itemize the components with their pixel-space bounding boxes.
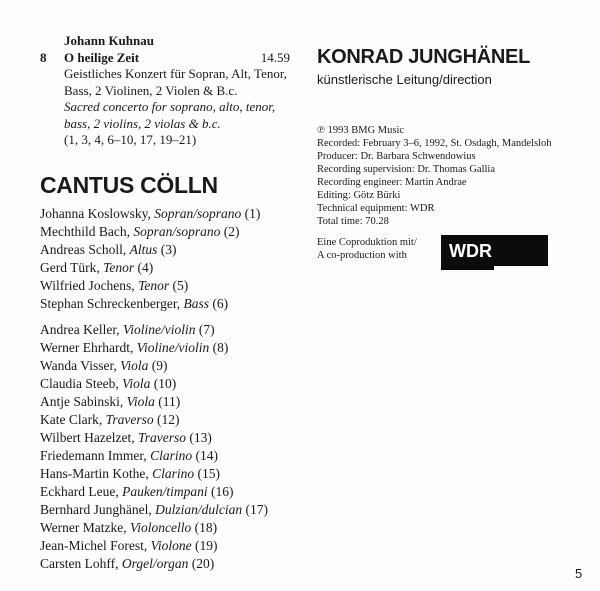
director-role: künstlerische Leitung/direction [317,72,492,87]
member-entry [40,295,260,313]
member-role: Dulzian/dulcian [155,502,243,517]
credit-line: ℗ 1993 BMG Music [317,125,405,136]
member-role: Pauken/timpani [122,484,208,499]
member-n: (17) [245,502,268,517]
description-en-2: bass, 2 violins, 2 violas & b.c. [64,115,221,131]
credit-line: Recording engineer: Martin Andrae [317,177,467,188]
member-entry [40,259,260,277]
member-role: Violoncello [130,520,192,535]
member-n: (7) [198,322,215,337]
member-name: Wilbert Hazelzet, [40,430,135,445]
member-role: Traverso [105,412,154,427]
member-n: (3) [160,242,177,257]
member-n: (16) [210,484,234,499]
member-name: Werner Ehrhardt, [40,340,134,355]
coproduction-en: A co-production with [317,250,407,261]
composer: Johann Kuhnau [64,33,154,48]
track-time: 14.59 [260,49,290,65]
member-role: Viola [122,376,151,391]
credit-line: Recorded: February 3–6, 1992, St. Osdagh, Mandelsloh [317,138,552,149]
member-entry [40,519,268,537]
member-name: Carsten Lohff, [40,556,119,571]
member-role: Altus [129,242,158,257]
member-name: Friedemann Immer, [40,448,147,463]
member-name: Johanna Koslowsky, [40,206,151,221]
member-entry [40,501,268,519]
member-name: Jean-Michel Forest, [40,538,148,553]
track-number: 8 [40,49,47,65]
member-entry [40,537,268,555]
member-n: (8) [212,340,229,355]
member-n: (10) [153,376,177,391]
singers-list [40,205,260,313]
member-name: Hans-Martin Kothe, [40,466,149,481]
member-role: Traverso [138,430,187,445]
member-n: (19) [194,538,218,553]
member-name: Wilfried Jochens, [40,278,135,293]
member-entry [40,465,268,483]
logo-notch [494,266,548,270]
member-n: (18) [194,520,218,535]
member-n: (20) [191,556,215,571]
member-entry [40,357,268,375]
member-entry [40,321,268,339]
member-role: Violine/violin [136,340,210,355]
member-n: (11) [158,394,181,409]
credit-line: Technical equipment: WDR [317,203,435,214]
member-entry [40,447,268,465]
member-role: Clarino [152,466,195,481]
member-entry [40,375,268,393]
member-name: Andrea Keller, [40,322,120,337]
member-n: (4) [137,260,154,275]
member-role: Viola [120,358,149,373]
page-number: 5 [575,566,583,581]
member-n: (15) [197,466,220,481]
member-role: Sopran/soprano [133,224,221,239]
ensemble-title: CANTUS CÖLLN [40,172,218,198]
member-entry [40,205,260,223]
member-name: Claudia Steeb, [40,376,119,391]
track-entry [40,33,290,149]
member-name: Eckhard Leue, [40,484,119,499]
member-role: Orgel/organ [121,556,189,571]
member-role: Viola [126,394,155,409]
member-role: Tenor [103,260,135,275]
member-entry [40,555,268,573]
member-entry [40,277,260,295]
member-n: (13) [189,430,212,445]
credits [317,124,551,228]
description-en-1: Sacred concerto for soprano, alto, tenor, [64,99,276,114]
member-name: Mechthild Bach, [40,224,130,239]
description-de-1: Geistliches Konzert für Sopran, Alt, Tenor, [64,66,287,81]
member-role: Violone [150,538,192,553]
member-entry [40,339,268,357]
member-n: (5) [172,278,189,293]
member-role: Sopran/soprano [154,206,242,221]
member-name: Werner Matzke, [40,520,127,535]
credit-line: Producer: Dr. Barbara Schwendowius [317,151,476,162]
member-entry [40,393,268,411]
member-n: (12) [157,412,180,427]
member-n: (2) [223,224,240,239]
member-name: Wanda Visser, [40,358,117,373]
member-name: Andreas Scholl, [40,242,127,257]
member-n: (6) [212,296,229,311]
member-name: Kate Clark, [40,412,103,427]
member-entry [40,483,268,501]
coproduction-note [317,236,417,262]
credit-line: Editing: Götz Bürki [317,190,401,201]
member-role: Tenor [138,278,170,293]
wdr-logo [441,235,548,270]
member-name: Antje Sabinski, [40,394,124,409]
member-entry [40,241,260,259]
wdr-logo-text: WDR [449,241,492,261]
member-role: Clarino [150,448,193,463]
member-name: Bernhard Junghänel, [40,502,152,517]
coproduction-de: Eine Coproduktion mit/ [317,237,417,248]
performer-numbers: (1, 3, 4, 6–10, 17, 19–21) [64,132,197,147]
instrumentalists-list [40,321,268,573]
member-entry [40,411,268,429]
member-n: (1) [244,206,261,221]
credit-line: Recording supervision: Dr. Thomas Gallia [317,164,495,175]
member-name: Stephan Schreckenberger, [40,296,181,311]
member-entry [40,429,268,447]
member-entry [40,223,260,241]
member-role: Violine/violin [123,322,196,337]
member-n: (9) [151,358,168,373]
description-de-2: Bass, 2 Violinen, 2 Violen & B.c. [64,82,238,98]
work-title: O heilige Zeit [64,49,140,65]
member-name: Gerd Türk, [40,260,100,275]
member-n: (14) [195,448,218,463]
member-role: Bass [183,296,210,311]
director-name: KONRAD JUNGHÄNEL [317,46,530,68]
credit-line: Total time: 70.28 [317,216,389,227]
